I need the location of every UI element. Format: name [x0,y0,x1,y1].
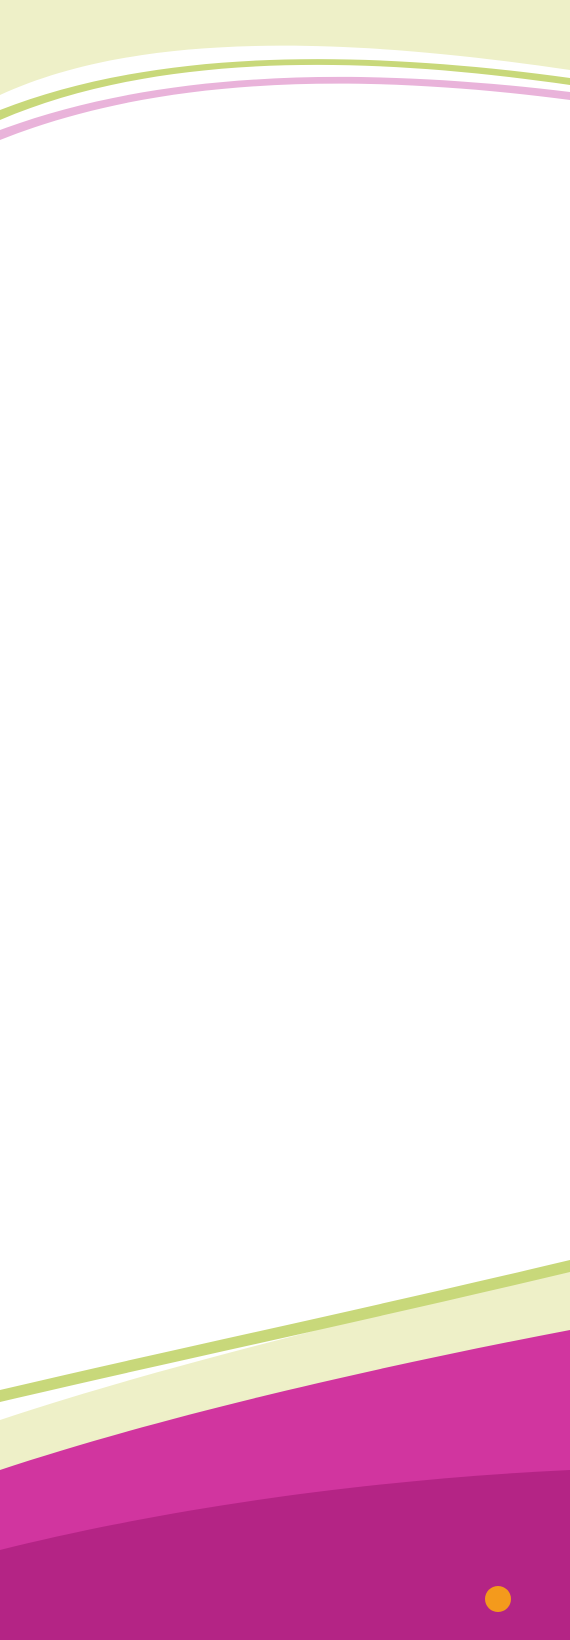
kartki-logo[interactable] [436,1586,560,1636]
brand-badge [485,1586,511,1612]
top-flower-decoration [0,0,570,170]
brand-name [436,1586,560,1612]
bottom-flower-decoration [0,1250,570,1640]
